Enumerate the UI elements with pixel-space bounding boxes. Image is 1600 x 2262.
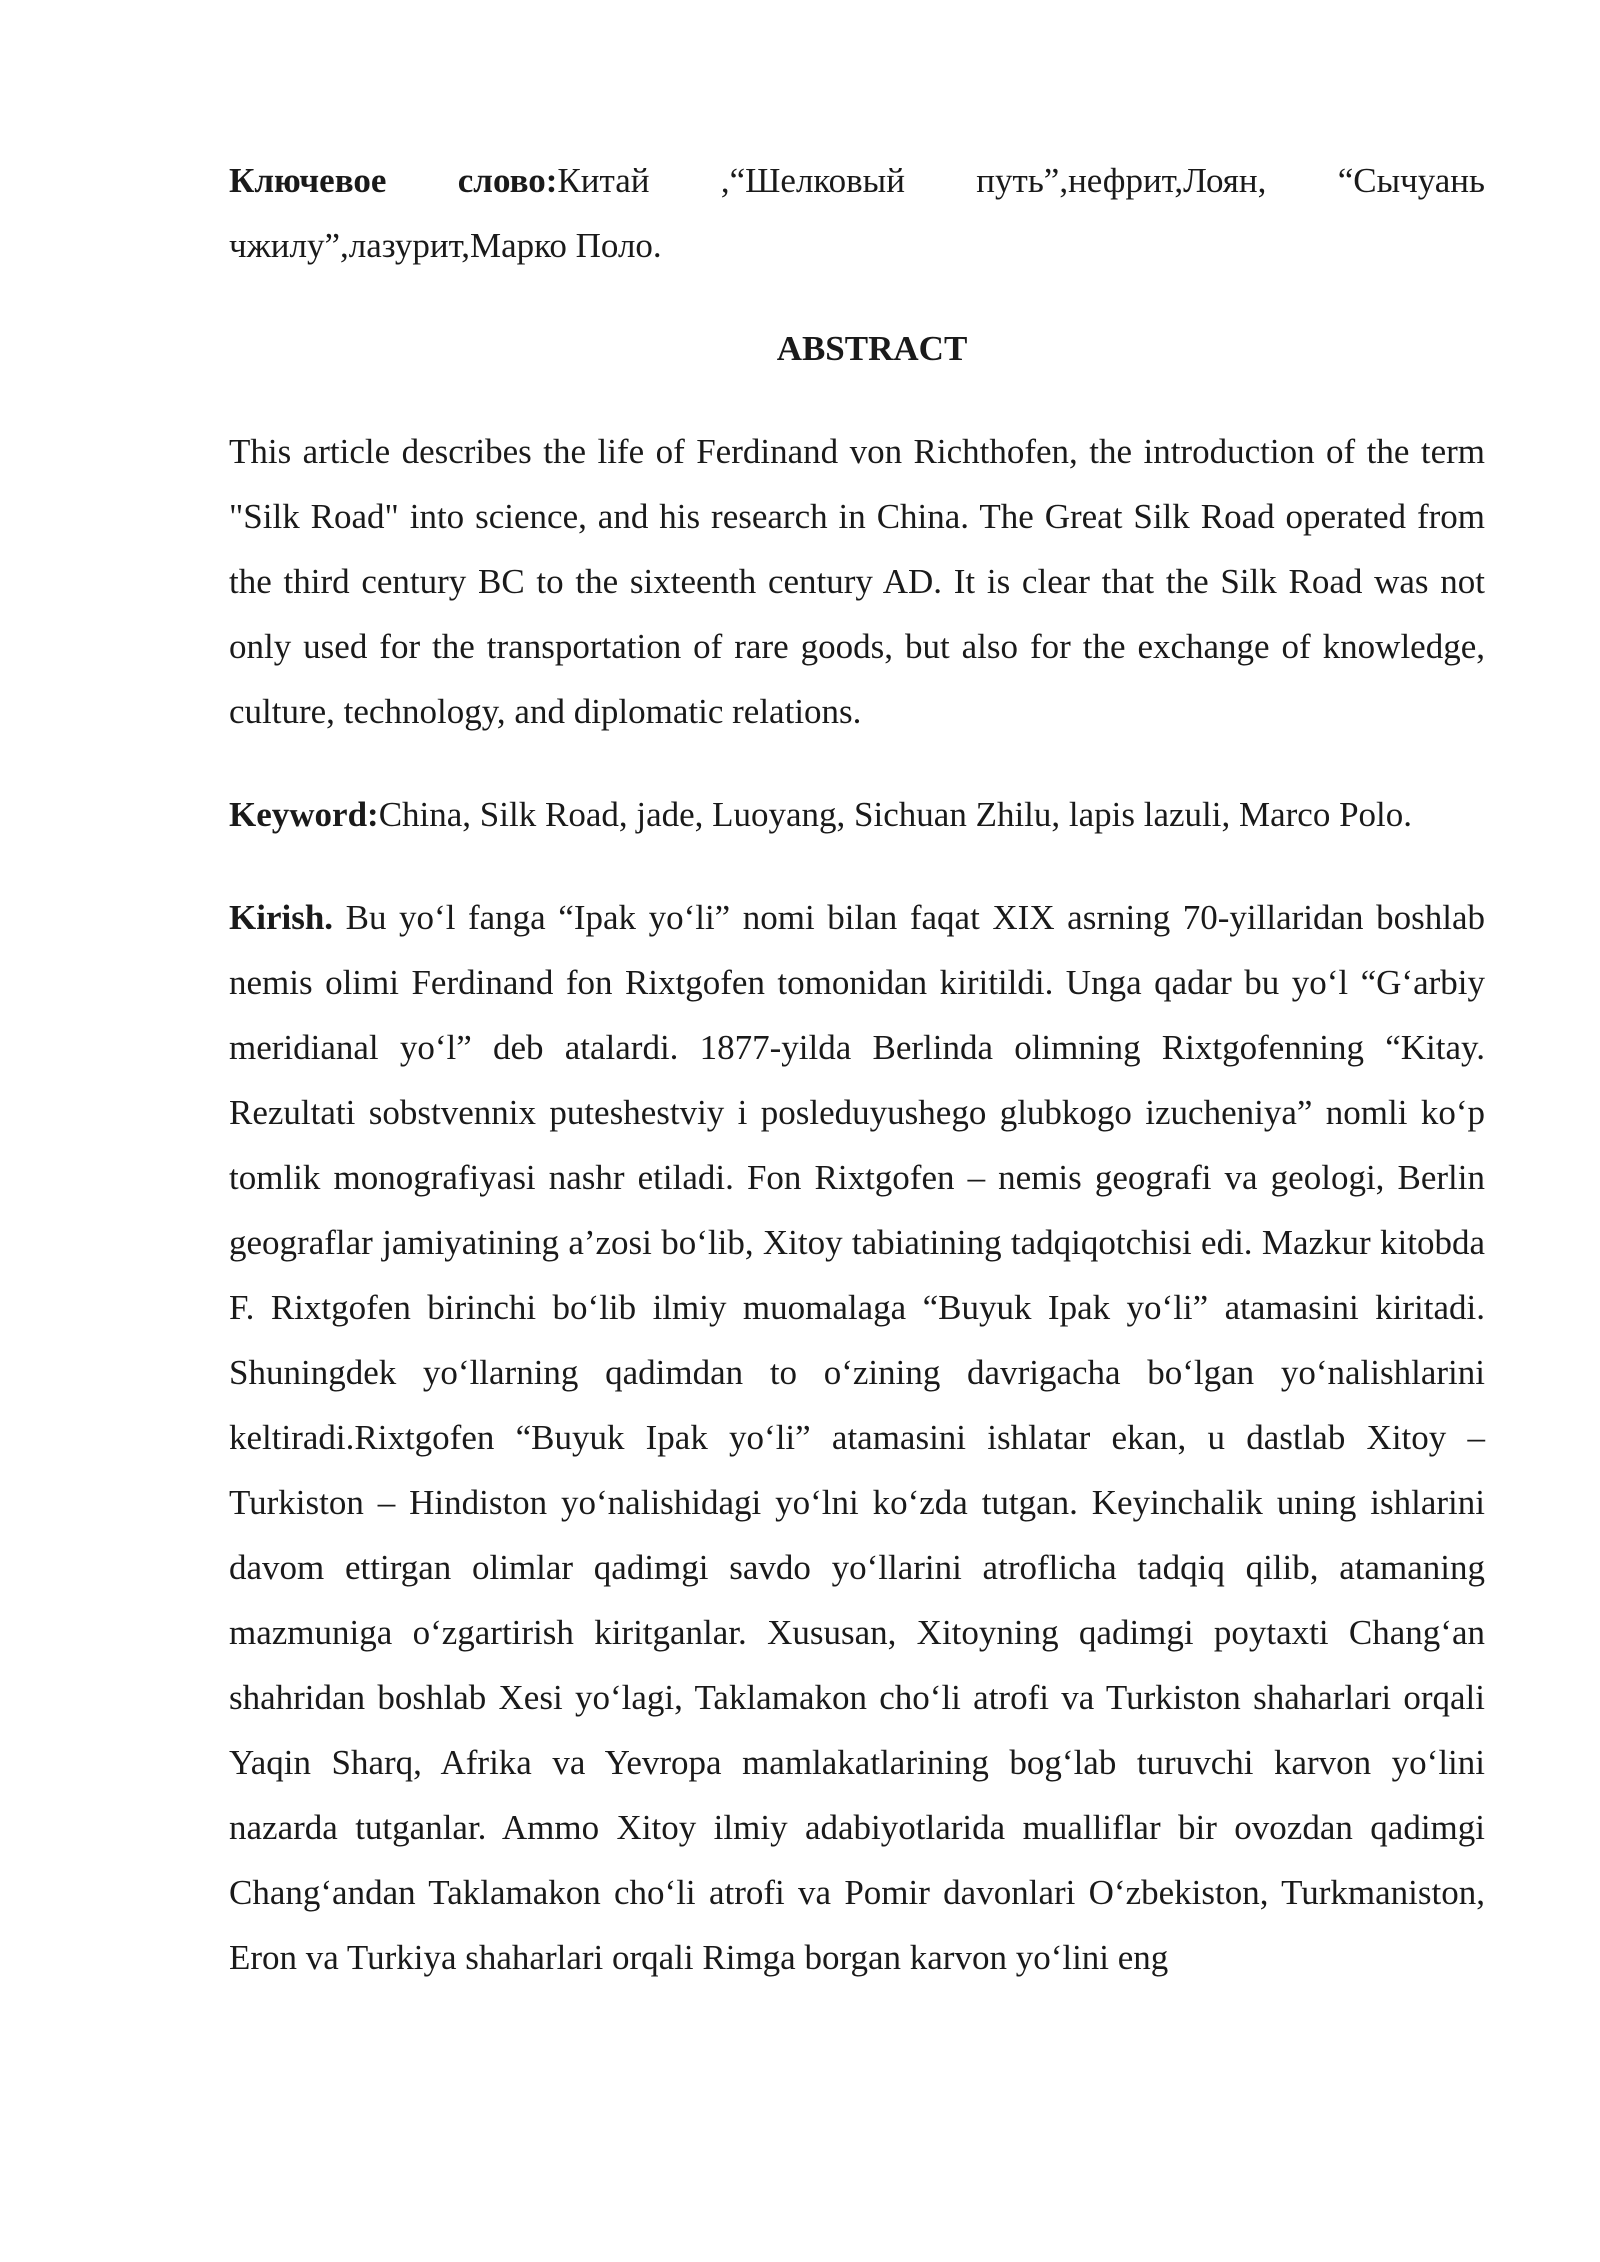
- keywords-en-text: China, Silk Road, jade, Luoyang, Sichuan Zhilu, lapis lazuli, Marco Polo.: [378, 795, 1413, 834]
- introduction-paragraph: [229, 885, 1485, 1990]
- keywords-ru-paragraph: [229, 148, 1485, 278]
- keywords-en-paragraph: [229, 782, 1485, 847]
- abstract-heading: ABSTRACT: [776, 329, 968, 368]
- introduction-label: Kirish.: [229, 898, 334, 937]
- keywords-en-label: Keyword:: [229, 795, 379, 834]
- abstract-paragraph: This article describes the life of Ferdinand von Richthofen, the introduction of the term "Silk Road" into science, and his research in China. The Great Silk Road operated from the third century BC to the sixteenth century AD. It is clear that the Silk Road was not only used for the transportation of rare goods, but also for the exchange of knowledge, culture, technology, and diplomatic relations.: [229, 432, 1485, 731]
- keywords-ru-text: Китай ,“Шелковый путь”,нефрит,Лоян, “Сычуань чжилу”,лазурит,Марко Поло.: [229, 161, 1485, 265]
- introduction-text: Bu yoʻl fanga “Ipak yoʻli” nomi bilan faqat XIX asrning 70-yillaridan boshlab nemis olimi Ferdinand fon Rixtgofen tomonidan kiritildi. Unga qadar bu yoʻl “Gʻarbiy meridianal yoʻl” deb atalardi. 1877-yilda Berlinda olimning Rixtgofenning “Kitay. Rezultati sobstvennix puteshestviy i posleduyushego glubkogo izucheniya” nomli koʻp tomlik monografiyasi nashr etiladi. Fon Rixtgofen – nemis geografi va geologi, Berlin geograflar jamiyatining a’zosi boʻlib, Xitoy tabiatining tadqiqotchisi edi. Mazkur kitobda F. Rixtgofen birinchi boʻlib ilmiy muomalaga “Buyuk Ipak yoʻli” atamasini kiritadi. Shuningdek yoʻllarning qadimdan to oʻzining davrigacha boʻlgan yoʻnalishlarini keltiradi.Rixtgofen “Buyuk Ipak yoʻli” atamasini ishlatar ekan, u dastlab Xitoy – Turkiston – Hindiston yoʻnalishidagi yoʻlni koʻzda tutgan. Keyinchalik uning ishlarini davom ettirgan olimlar qadimgi savdo yoʻllarini atroflicha tadqiq qilib, atamaning mazmuniga oʻzgartirish kiritganlar. Xususan, Xitoyning qadimgi poytaxti Changʻan shahridan boshlab Xesi yoʻlagi, Taklamakon choʻli atrofi va Turkiston shaharlari orqali Yaqin Sharq, Afrika va Yevropa mamlakatlarining bogʻlab turuvchi karvon yoʻlini nazarda tutganlar. Ammo Xitoy ilmiy adabiyotlarida mualliflar bir ovozdan qadimgi Changʻandan Taklamakon choʻli atrofi va Pomir davonlari Oʻzbekiston, Turkmaniston, Eron va Turkiya shaharlari orqali Rimga borgan karvon yoʻlini eng: [229, 898, 1485, 1977]
- keywords-ru-label: Ключевое слово:: [229, 161, 558, 200]
- document-page: [229, 148, 1485, 1990]
